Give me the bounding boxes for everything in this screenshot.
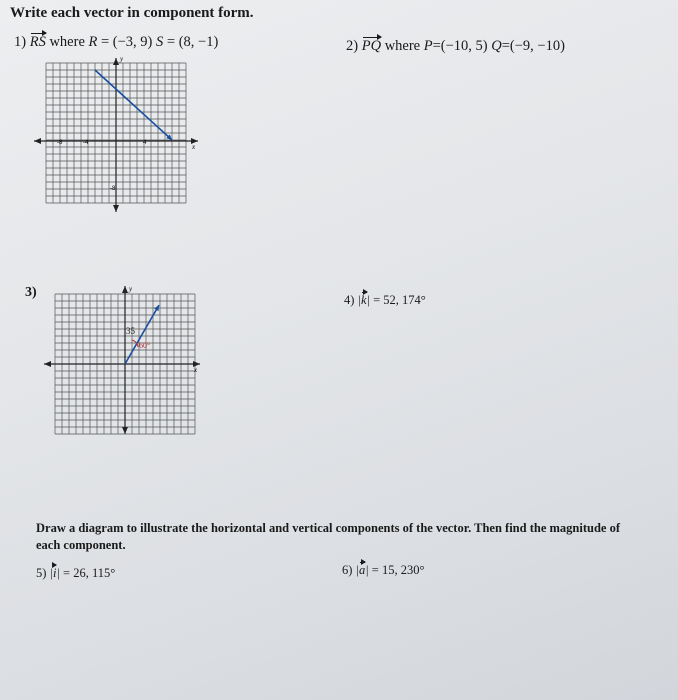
problem-6-number: 6) — [342, 563, 353, 577]
problem-1-point-r: (−3, 9) — [112, 34, 153, 50]
graph-2-angle-label: 60° — [139, 341, 151, 350]
problem-6 — [342, 563, 424, 578]
problem-4-value: = 52, 174° — [373, 293, 426, 307]
graph-1-y-axis-arrow-up — [113, 58, 119, 65]
problem-5-magnitude: |i| — [49, 566, 60, 580]
problem-1-point-s: (8, −1) — [178, 34, 219, 50]
graph-1-tick-right: 4 — [143, 140, 147, 146]
graph-2-y-axis-arrow-up — [122, 286, 128, 293]
problem-2-vector: PQ — [361, 38, 382, 54]
problem-6-magnitude: |a| — [355, 563, 369, 577]
graph-1-tick-bottom: -8 — [110, 186, 116, 192]
problem-4-magnitude: |k| — [357, 293, 370, 307]
graph-1-y-axis-arrow-down — [113, 205, 119, 212]
graph-1-y-label: y — [120, 55, 124, 63]
graph-2-y-axis-arrow-down — [122, 427, 128, 434]
graph-2 — [40, 282, 210, 437]
problem-1-vector: RS — [29, 34, 46, 50]
problem-4 — [344, 293, 426, 308]
problem-6-value: = 15, 230° — [371, 563, 425, 577]
problem-2-where: where — [384, 38, 421, 54]
graph-1-x-axis-arrow-left — [34, 138, 41, 144]
worksheet-title: Write each vector in component form. — [10, 5, 254, 21]
problem-2-number: 2) — [346, 38, 359, 54]
problem-5-value: = 26, 115° — [63, 566, 116, 580]
graph-2-x-label: x — [194, 366, 198, 374]
problem-1-point-s-name: S — [156, 34, 164, 50]
graph-2-x-axis-arrow-left — [44, 361, 51, 367]
graph-1-tick-left-inner: -4 — [83, 140, 89, 146]
problem-4-number: 4) — [344, 293, 355, 307]
problem-2: 2) PQ where P=(−10, 5) Q=(−9, −10) — [346, 38, 565, 54]
problem-1: 1) RS where R = (−3, 9) S = (8, −1) — [14, 34, 219, 50]
problem-1-point-r-name: R — [88, 34, 98, 50]
problem-5 — [36, 566, 115, 581]
problem-2-point-q: (−9, −10) — [509, 38, 565, 54]
problem-2-point-p-name: P — [423, 38, 433, 54]
problem-2-point-q-name: Q — [491, 38, 502, 54]
graph-2-magnitude-label: 35 — [126, 326, 135, 336]
instructions: Draw a diagram to illustrate the horizontal and vertical components of the vector. Then find the magnitude of each component. — [36, 521, 620, 552]
graph-1 — [30, 52, 210, 217]
graph-1-x-label: x — [192, 143, 196, 151]
problem-1-where: where — [49, 34, 85, 50]
graph-2-y-label: y — [129, 285, 133, 293]
problem-2-point-p: (−10, 5) — [440, 38, 488, 54]
graph-1-tick-left-outer: -8 — [57, 140, 63, 146]
problem-5-number: 5) — [36, 566, 47, 580]
problem-3-number: 3) — [25, 285, 37, 300]
problem-1-number: 1) — [14, 34, 27, 50]
